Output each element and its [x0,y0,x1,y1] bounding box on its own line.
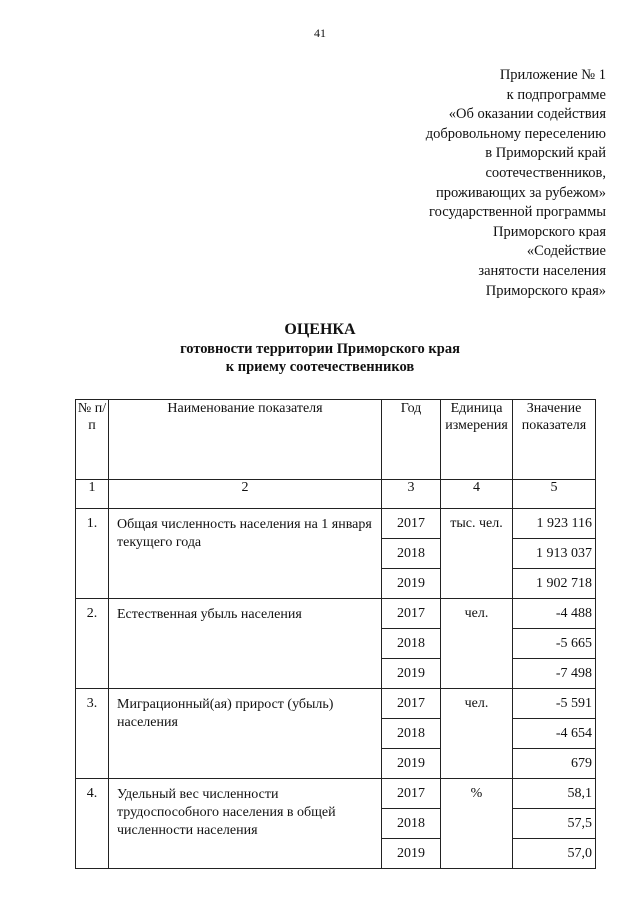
year-cell: 2017 [382,509,441,539]
table-row [76,689,596,719]
row-number: 1. [76,509,109,599]
appendix-line: Приморского края [492,223,606,240]
value-cell: 1 923 116 [513,509,596,539]
value-cell: 1 902 718 [513,569,596,599]
year-cell: 2018 [382,629,441,659]
table-row [76,599,596,629]
year-cell: 2017 [382,689,441,719]
appendix-line: соотечественников, [485,164,606,181]
column-number: 2 [109,480,382,509]
row-number: 4. [76,779,109,869]
value-cell: -5 665 [513,629,596,659]
value-cell: -5 591 [513,689,596,719]
unit-cell: чел. [441,599,513,689]
value-cell: 57,5 [513,809,596,839]
value-cell: -7 498 [513,659,596,689]
year-cell: 2018 [382,539,441,569]
appendix-line: государственной программы [429,204,606,221]
unit-cell: % [441,779,513,869]
header-value: Значение показателя [513,400,596,480]
appendix-line: Приморского края» [485,282,606,299]
year-cell: 2018 [382,719,441,749]
header-name: Наименование показателя [109,400,382,480]
header-unit: Единица измерения [441,400,513,480]
value-cell: -4 488 [513,599,596,629]
appendix-block [346,66,606,301]
year-cell: 2019 [382,659,441,689]
value-cell: 1 913 037 [513,539,596,569]
column-number: 5 [513,480,596,509]
header-year: Год [382,400,441,480]
year-cell: 2019 [382,569,441,599]
indicator-name: Миграционный(ая) прирост (убыль) населения [109,689,382,779]
year-cell: 2017 [382,599,441,629]
value-cell: 57,0 [513,839,596,869]
year-cell: 2019 [382,839,441,869]
column-number: 1 [76,480,109,509]
indicator-name: Удельный вес численности трудоспособного населения в общей численности населения [109,779,382,869]
appendix-line: добровольному переселению [425,125,606,142]
title-line-2: готовности территории Приморского края [180,341,460,357]
value-cell: 58,1 [513,779,596,809]
year-cell: 2019 [382,749,441,779]
page-number: 41 [314,26,326,40]
column-number: 4 [441,480,513,509]
appendix-line: Приложение № 1 [499,67,606,83]
header-num: № п/п [76,400,109,480]
unit-cell: чел. [441,689,513,779]
table-header-row [76,400,596,480]
appendix-line: занятости населения [478,262,606,279]
appendix-line: «Об оказании содействия [448,106,606,123]
year-cell: 2017 [382,779,441,809]
appendix-line: «Содействие [526,243,606,260]
title-line-3: к приему соотечественников [225,359,415,375]
assessment-table [75,399,596,869]
appendix-line: к подпрограмме [506,86,606,103]
row-number: 3. [76,689,109,779]
indicator-name: Общая численность населения на 1 января текущего года [109,509,382,599]
value-cell: -4 654 [513,719,596,749]
column-number-row [76,480,596,509]
appendix-line: в Приморский край [485,145,606,162]
appendix-line: проживающих за рубежом» [436,184,606,201]
table-row [76,509,596,539]
year-cell: 2018 [382,809,441,839]
table-row [76,779,596,809]
title-main: ОЦЕНКА [284,321,356,338]
indicator-name: Естественная убыль населения [109,599,382,689]
value-cell: 679 [513,749,596,779]
row-number: 2. [76,599,109,689]
document-title [0,320,640,376]
column-number: 3 [382,480,441,509]
unit-cell: тыс. чел. [441,509,513,599]
